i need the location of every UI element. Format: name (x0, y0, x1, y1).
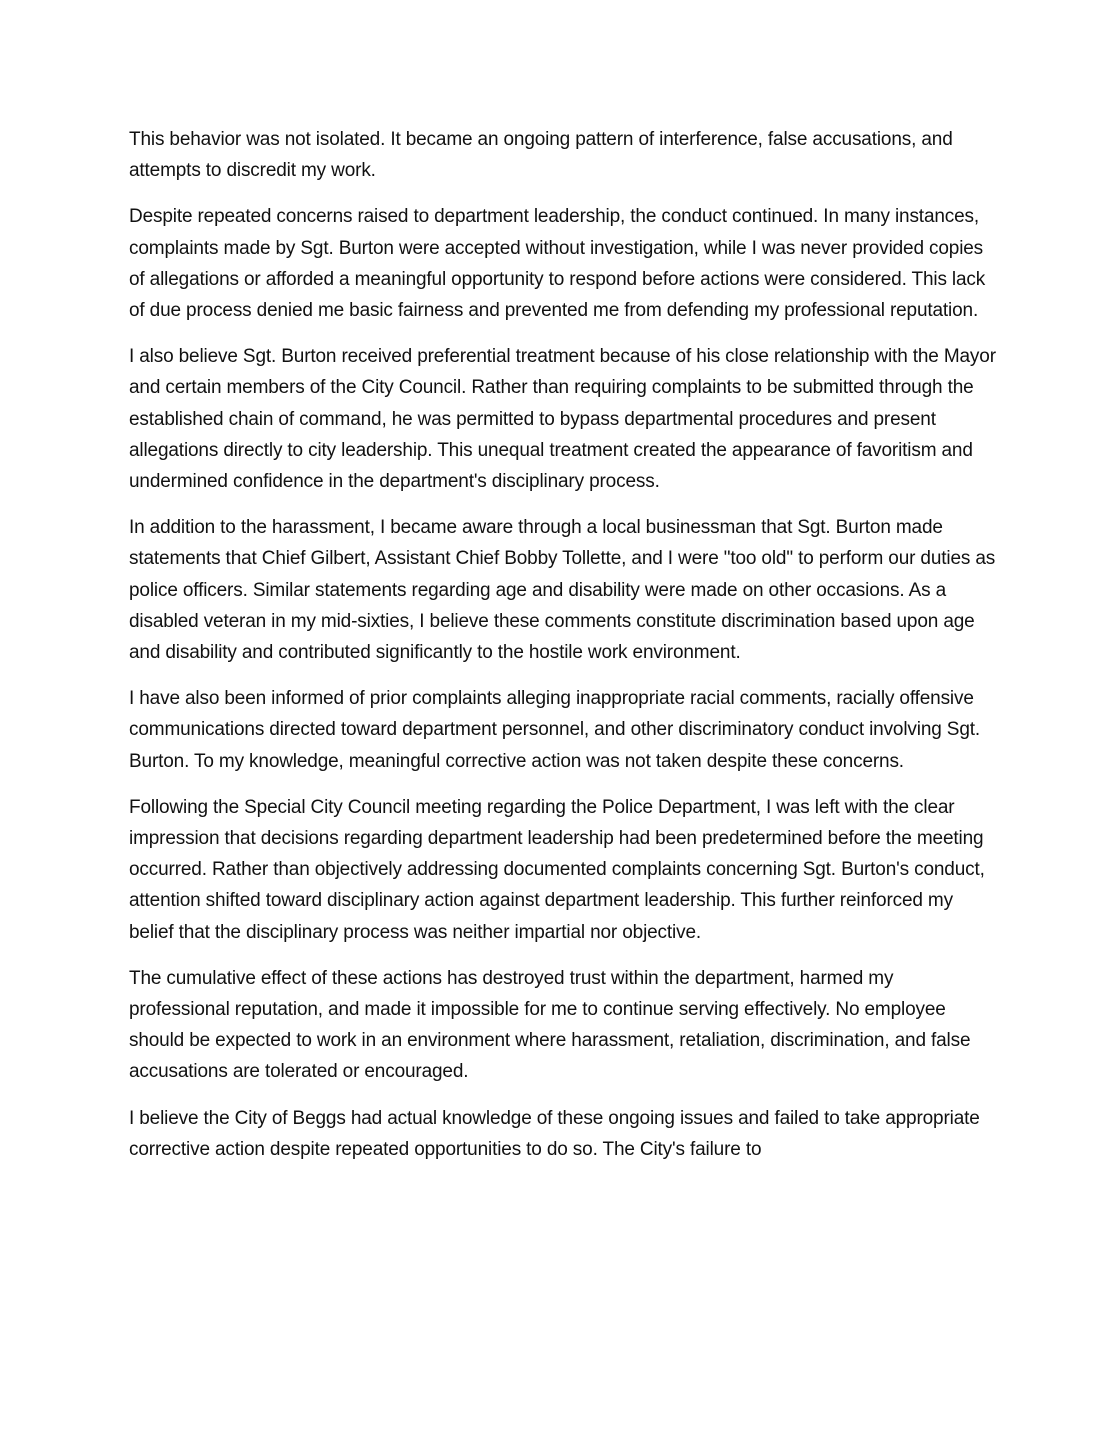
paragraph: In addition to the harassment, I became aware through a local businessman that Sgt. Burton made statements that Chief Gilbert, Assistant Chief Bobby Tollette, and I were "too old" to perform our duties as police officers. Similar statements regarding age and disability were made on other occasions. As a disabled veteran in my mid-sixties, I believe these comments constitute discrimination based upon age and disability and contributed significantly to the hostile work environment. (129, 517, 996, 664)
paragraph: Despite repeated concerns raised to department leadership, the conduct continued. In many instances, complaints made by Sgt. Burton were accepted without investigation, while I was never provided copies of allegations or afforded a meaningful opportunity to respond before actions were considered. This lack of due process denied me basic fairness and prevented me from defending my professional reputation. (129, 206, 986, 322)
document-body (129, 124, 999, 1180)
paragraph: The cumulative effect of these actions has destroyed trust within the department, harmed my professional reputation, and made it impossible for me to continue serving effectively. No employee should be expected to work in an environment where harassment, retaliation, discrimination, and false accusations are tolerated or encouraged. (129, 967, 971, 1083)
paragraph: Following the Special City Council meeting regarding the Police Department, I was left with the clear impression that decisions regarding department leadership had been predetermined before the meeting occurred. Rather than objectively addressing documented complaints concerning Sgt. Burton's conduct, attention shifted toward disciplinary action against department leadership. This further reinforced my belief that the disciplinary process was neither impartial nor objective. (129, 796, 985, 943)
paragraph: I believe the City of Beggs had actual knowledge of these ongoing issues and failed to take appropriate corrective action despite repeated opportunities to do so. The City's failure to (129, 1107, 980, 1160)
paragraph: I have also been informed of prior complaints alleging inappropriate racial comments, racially offensive communications directed toward department personnel, and other discriminatory conduct involving Sgt. Burton. To my knowledge, meaningful corrective action was not taken despite these concerns. (129, 688, 981, 772)
paragraph: I also believe Sgt. Burton received preferential treatment because of his close relationship with the Mayor and certain members of the City Council. Rather than requiring complaints to be submitted through the established chain of command, he was permitted to bypass departmental procedures and present allegations directly to city leadership. This unequal treatment created the appearance of favoritism and undermined confidence in the department's disciplinary process. (129, 346, 996, 493)
paragraph: This behavior was not isolated. It became an ongoing pattern of interference, false accusations, and attempts to discredit my work. (129, 129, 953, 182)
